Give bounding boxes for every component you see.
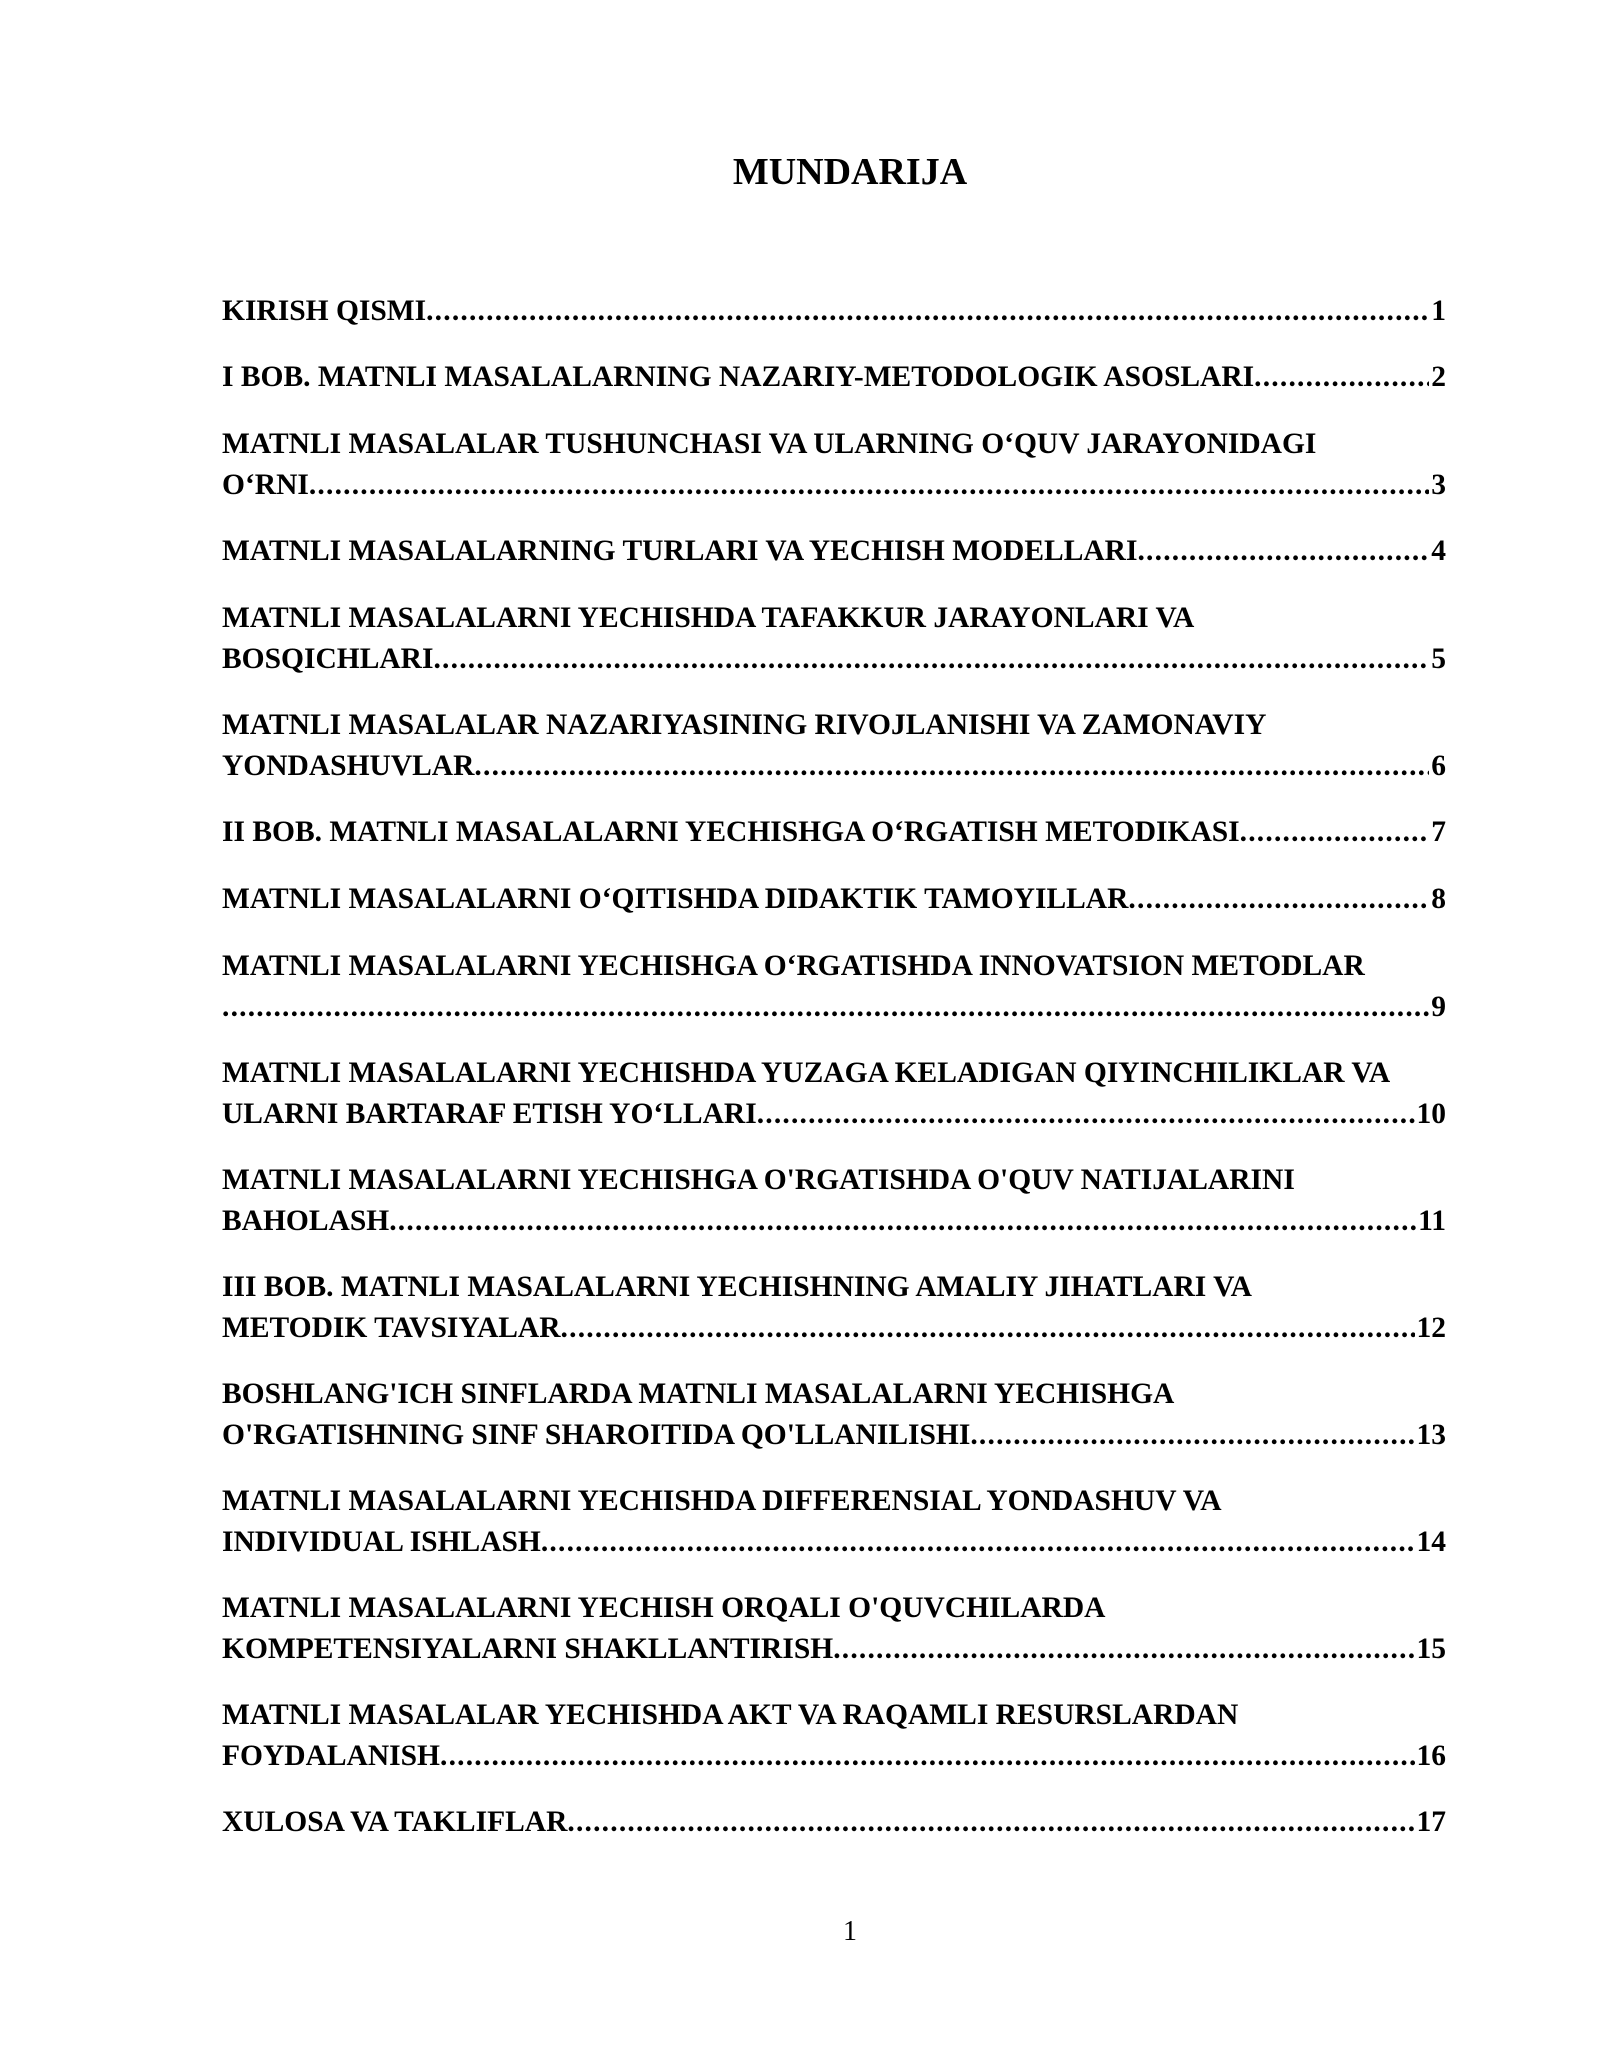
- toc-page-number: 16: [1416, 1740, 1446, 1772]
- toc-entry-section-1-4[interactable]: [222, 705, 1446, 787]
- toc-entry-text: MATNLI MASALALARNI YECHISH ORQALI O'QUVCHILARDA: [222, 1592, 1106, 1624]
- dot-leader: [222, 987, 1429, 1028]
- toc-entry-text: I BOB. MATNLI MASALALARNING NAZARIY-METODOLOGIK ASOSLARI: [222, 357, 1254, 398]
- toc-entry-chapter-3[interactable]: [222, 1267, 1446, 1349]
- dot-leader: [389, 1201, 1416, 1242]
- dot-leader: [561, 1308, 1415, 1349]
- toc-entry-section-2-2[interactable]: [222, 946, 1446, 1028]
- dot-leader: [440, 1736, 1415, 1777]
- toc-entry-section-1-1[interactable]: [222, 424, 1446, 506]
- toc-entry-xulosa[interactable]: [222, 1802, 1446, 1843]
- toc-page-number: 9: [1431, 991, 1446, 1023]
- toc-entry-text: XULOSA VA TAKLIFLAR: [222, 1802, 567, 1843]
- toc-entry-section-1-2[interactable]: [222, 531, 1446, 572]
- toc-entry-chapter-2[interactable]: [222, 812, 1446, 853]
- dot-leader: [1240, 812, 1430, 853]
- toc-entry-text: MATNLI MASALALARNI YECHISHDA TAFAKKUR JARAYONLARI VA: [222, 602, 1195, 634]
- dot-leader: [426, 291, 1429, 332]
- toc-entry-text-continued: KOMPETENSIYALARNI SHAKLLANTIRISH: [222, 1629, 833, 1670]
- toc-entry-text: MATNLI MASALALARNI YECHISHGA O'RGATISHDA O'QUV NATIJALARINI: [222, 1164, 1295, 1196]
- toc-entry-text: MATNLI MASALALARNI YECHISHDA YUZAGA KELADIGAN QIYINCHILIKLAR VA: [222, 1057, 1391, 1089]
- toc-entry-text-continued: INDIVIDUAL ISHLASH: [222, 1522, 541, 1563]
- toc-page-number: 17: [1416, 1806, 1446, 1838]
- toc-page-number: 2: [1431, 361, 1446, 393]
- dot-leader: [541, 1522, 1415, 1563]
- toc-entry-text-continued: BOSQICHLARI: [222, 639, 433, 680]
- toc-entry-text-continued: FOYDALANISH: [222, 1736, 440, 1777]
- toc-entry-kirish-qismi[interactable]: [222, 291, 1446, 332]
- toc-entry-section-3-3[interactable]: [222, 1588, 1446, 1670]
- toc-entry-text-continued: O‘RNI: [222, 465, 309, 506]
- toc-page-number: 4: [1431, 535, 1446, 567]
- toc-page-number: 1: [1431, 295, 1446, 327]
- toc-page-number: 13: [1416, 1419, 1446, 1451]
- toc-entry-text-continued: ULARNI BARTARAF ETISH YO‘LLARI: [222, 1094, 757, 1135]
- toc-entry-chapter-1[interactable]: [222, 357, 1446, 398]
- toc-entry-text: MATNLI MASALALARNING TURLARI VA YECHISH MODELLARI: [222, 531, 1137, 572]
- toc-entry-text: KIRISH QISMI: [222, 291, 426, 332]
- toc-entry-text: III BOB. MATNLI MASALALARNI YECHISHNING AMALIY JIHATLARI VA: [222, 1271, 1252, 1303]
- toc-entry-text: BOSHLANG'ICH SINFLARDA MATNLI MASALALARNI YECHISHGA: [222, 1378, 1175, 1410]
- dot-leader: [1128, 879, 1429, 920]
- toc-entry-text-continued: METODIK TAVSIYALAR: [222, 1308, 561, 1349]
- toc-entry-text: MATNLI MASALALARNI YECHISHDA DIFFERENSIAL YONDASHUV VA: [222, 1485, 1222, 1517]
- dot-leader: [970, 1415, 1414, 1456]
- dot-leader: [833, 1629, 1414, 1670]
- toc-page-number: 10: [1416, 1098, 1446, 1130]
- toc-page-number: 6: [1431, 750, 1446, 782]
- toc-entry-section-3-1[interactable]: [222, 1374, 1446, 1456]
- toc-entry-section-2-1[interactable]: [222, 879, 1446, 920]
- toc-entry-text: MATNLI MASALALAR YECHISHDA AKT VA RAQAMLI RESURSLARDAN: [222, 1699, 1239, 1731]
- dot-leader: [433, 639, 1429, 680]
- dot-leader: [567, 1802, 1414, 1843]
- toc-entry-section-3-4[interactable]: [222, 1695, 1446, 1777]
- toc-entry-section-1-3[interactable]: [222, 598, 1446, 680]
- dot-leader: [757, 1094, 1415, 1135]
- toc-entry-text-continued: BAHOLASH: [222, 1201, 389, 1242]
- toc-page-number: 5: [1431, 643, 1446, 675]
- toc-entry-text: MATNLI MASALALARNI O‘QITISHDA DIDAKTIK TAMOYILLAR: [222, 879, 1128, 920]
- toc-entry-text: II BOB. MATNLI MASALALARNI YECHISHGA O‘RGATISH METODIKASI: [222, 812, 1240, 853]
- toc-entry-text-continued: YONDASHUVLAR: [222, 746, 474, 787]
- toc-entry-section-3-2[interactable]: [222, 1481, 1446, 1563]
- toc-page-number: 11: [1418, 1205, 1446, 1237]
- toc-entry-text: MATNLI MASALALAR NAZARIYASINING RIVOJLANISHI VA ZAMONAVIY: [222, 709, 1267, 741]
- toc-entry-text: MATNLI MASALALARNI YECHISHGA O‘RGATISHDA INNOVATSION METODLAR: [222, 950, 1365, 982]
- toc-page-number: 8: [1431, 883, 1446, 915]
- dot-leader: [309, 465, 1429, 506]
- toc-page-number: 3: [1431, 469, 1446, 501]
- toc-page-number: 7: [1431, 816, 1446, 848]
- dot-leader: [1254, 357, 1429, 398]
- toc-page-number: 15: [1416, 1633, 1446, 1665]
- page-number: 1: [843, 1916, 857, 1947]
- toc-page-number: 12: [1416, 1312, 1446, 1344]
- page-title: MUNDARIJA: [732, 151, 968, 193]
- toc-entry-text-continued: O'RGATISHNING SINF SHAROITIDA QO'LLANILISHI: [222, 1415, 970, 1456]
- dot-leader: [474, 746, 1429, 787]
- toc-entry-section-2-4[interactable]: [222, 1160, 1446, 1242]
- toc-entry-text: MATNLI MASALALAR TUSHUNCHASI VA ULARNING O‘QUV JARAYONIDAGI: [222, 428, 1317, 460]
- toc-entry-section-2-3[interactable]: [222, 1053, 1446, 1135]
- dot-leader: [1137, 531, 1429, 572]
- toc-page-number: 14: [1416, 1526, 1446, 1558]
